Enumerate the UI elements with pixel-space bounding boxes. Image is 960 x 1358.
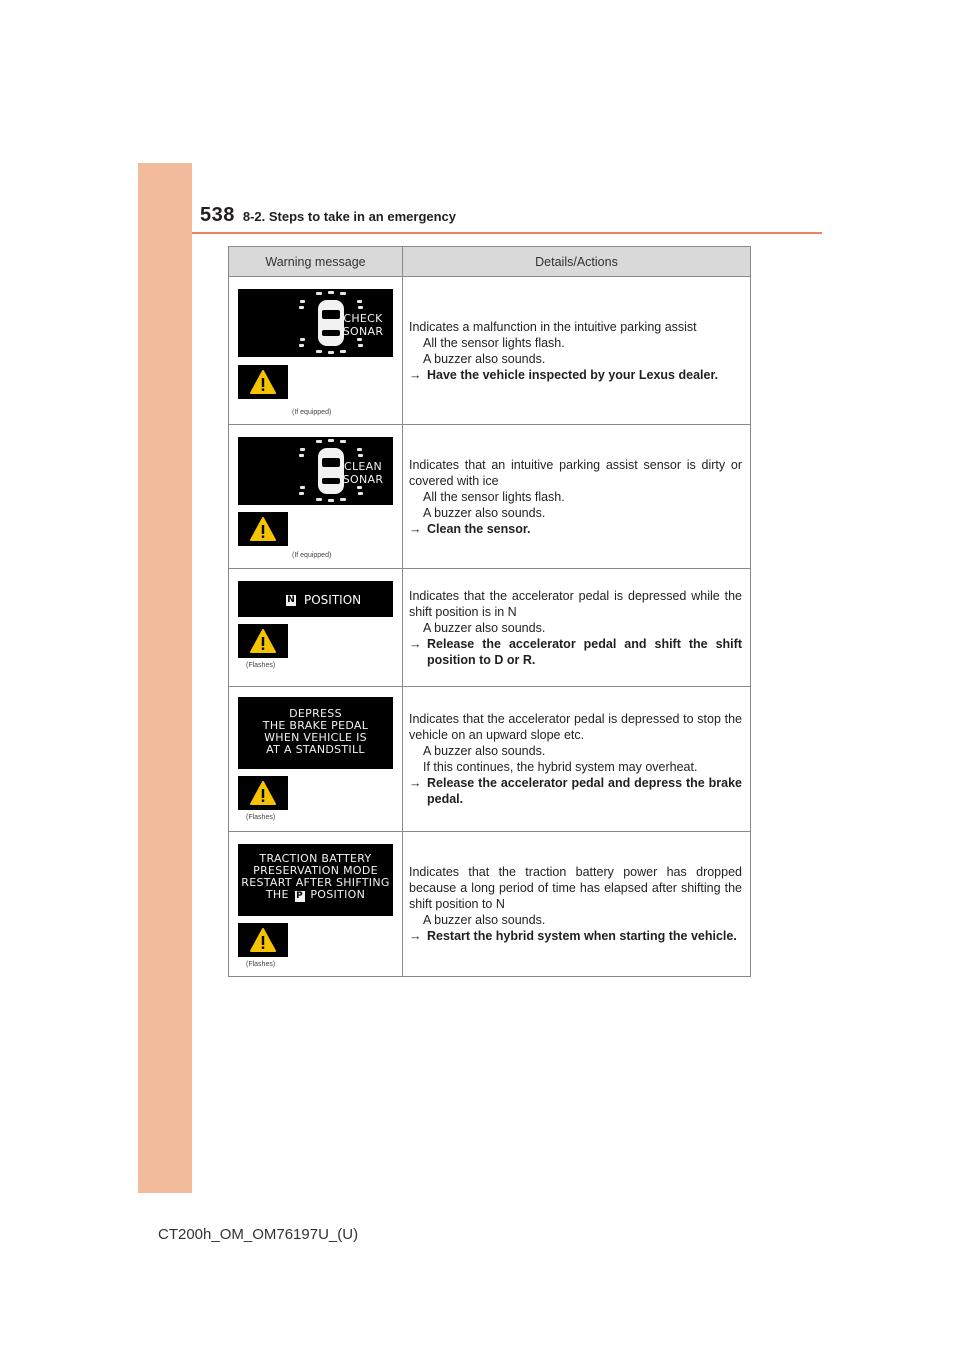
action: [409, 521, 742, 537]
display-text: POSITION: [310, 888, 366, 901]
page-header: [200, 204, 456, 227]
display-text: POSITION: [304, 593, 362, 607]
display-text-line-2: THE BRAKE PEDAL: [262, 719, 369, 732]
display-text-line-2: SONAR: [342, 473, 384, 486]
warning-image-cell: [229, 425, 403, 569]
description: Indicates that the traction battery power has dropped because a long period of time has elapsed after shifting the shift position to N: [409, 865, 742, 911]
table-row: [229, 425, 751, 569]
display-text-line-1: DEPRESS: [289, 707, 342, 720]
description: Indicates that the accelerator pedal is depressed to stop the vehicle on an upward slope etc.: [409, 712, 742, 742]
display-screen: [238, 844, 393, 916]
right-arrow-icon: →: [409, 367, 422, 382]
right-arrow-icon: →: [409, 776, 422, 790]
display-text-line-2: PRESERVATION MODE: [253, 864, 378, 877]
note: All the sensor lights flash.: [423, 335, 565, 350]
warning-image-cell: [229, 569, 403, 687]
description: Indicates that the accelerator pedal is depressed while the shift position is in N: [409, 588, 742, 619]
col-header-details-actions: Details/Actions: [403, 247, 751, 277]
action-text: Restart the hybrid system when starting the vehicle.: [427, 929, 737, 943]
image-caption: (Flashes): [246, 961, 276, 968]
action-text: Release the accelerator pedal and depress the brake pedal.: [427, 776, 742, 806]
action: [409, 636, 742, 668]
description: Indicates a malfunction in the intuitive parking assist: [409, 319, 697, 334]
col-header-warning-message: Warning message: [229, 247, 403, 277]
warning-image-cell: [229, 832, 403, 977]
image-caption: (If equipped): [292, 552, 332, 559]
image-caption: (Flashes): [246, 814, 276, 821]
warning-triangle-icon: [238, 365, 288, 399]
display-text: THE: [265, 888, 289, 901]
right-arrow-icon: →: [409, 929, 422, 943]
table-row: [229, 832, 751, 977]
display-text-line-1: [284, 593, 361, 607]
details-cell: [403, 569, 751, 687]
description: Indicates that an intuitive parking assist sensor is dirty or covered with ice: [409, 457, 742, 488]
shift-position-badge: P: [296, 891, 303, 901]
note: All the sensor lights flash.: [423, 489, 565, 504]
display-text-line-3: WHEN VEHICLE IS: [264, 731, 367, 744]
warning-triangle-icon: [238, 624, 288, 658]
action: [409, 367, 742, 383]
page-number: 538: [200, 204, 235, 226]
action-text: Release the accelerator pedal and shift the shift position to D or R.: [427, 636, 742, 667]
warning-triangle-icon: [238, 923, 288, 957]
action-text: Clean the sensor.: [427, 521, 531, 536]
warning-image-cell: [229, 277, 403, 425]
document-code: CT200h_OM_OM76197U_(U): [158, 1226, 359, 1243]
details-cell: [403, 277, 751, 425]
right-arrow-icon: →: [409, 521, 422, 536]
section-title: 8-2. Steps to take in an emergency: [242, 209, 457, 224]
warning-message-table: [228, 246, 751, 977]
display-text-line-1: CHECK: [343, 312, 383, 325]
shift-position-badge: N: [287, 594, 295, 605]
note: A buzzer also sounds.: [423, 620, 546, 635]
display-screen: [238, 581, 393, 617]
header-rule: [192, 232, 822, 234]
display-text-line-2: SONAR: [342, 325, 384, 338]
details-cell: [403, 832, 751, 977]
action-text: Have the vehicle inspected by your Lexus dealer.: [427, 367, 719, 382]
warning-image-cell: [229, 687, 403, 832]
note: A buzzer also sounds.: [423, 913, 546, 927]
side-tab-band: [138, 163, 192, 1193]
warning-triangle-icon: [238, 512, 288, 546]
note: A buzzer also sounds.: [423, 351, 546, 366]
warning-triangle-icon: [238, 776, 288, 810]
display-text-line-3: RESTART AFTER SHIFTING: [241, 876, 390, 889]
display-screen: [238, 697, 393, 769]
image-caption: (If equipped): [292, 409, 332, 416]
details-cell: [403, 687, 751, 832]
display-screen: [238, 437, 393, 505]
note: A buzzer also sounds.: [423, 744, 546, 758]
table-row: [229, 569, 751, 687]
note: A buzzer also sounds.: [423, 505, 546, 520]
right-arrow-icon: →: [409, 636, 422, 651]
display-text-line-1: CLEAN: [343, 460, 382, 473]
table-row: [229, 687, 751, 832]
display-text-line-1: TRACTION BATTERY: [259, 852, 372, 865]
image-caption: (Flashes): [246, 662, 276, 669]
display-screen: [238, 289, 393, 357]
display-text-line-4: AT A STANDSTILL: [266, 743, 365, 756]
note: If this continues, the hybrid system may overheat.: [423, 760, 698, 774]
display-text-line-4: [238, 889, 393, 902]
action: [409, 775, 742, 807]
table-row: [229, 277, 751, 425]
details-cell: [403, 425, 751, 569]
table-header-row: [229, 247, 751, 277]
action: [409, 928, 742, 944]
